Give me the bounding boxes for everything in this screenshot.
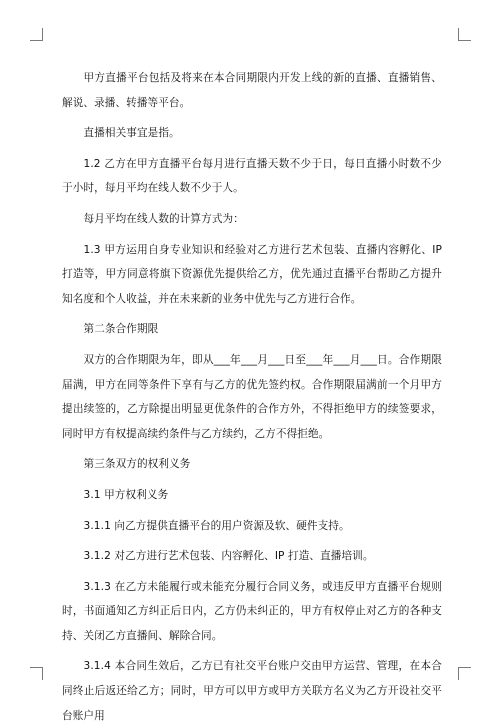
paragraph-clause-3-1-4: 3.1.4 本合同生效后，乙方已有社交平台账户交由甲方运营、管理，在本合同终止后返还给乙方；同时，甲方可以甲方或甲方关联方名义为乙方开设社交平台账户用 [62,660,442,722]
subheading-3-1: 3.1 甲方权利义务 [83,488,169,501]
paragraph-clause-1-2: 1.2 乙方在甲方直播平台每月进行直播天数不少于日，每日直播小时数不少于小时，每月平均在线人数不少于人。 [62,157,442,195]
paragraph-live-matters: 直播相关事宜是指。 [83,127,180,140]
paragraph-platform-scope: 甲方直播平台包括及将来在本合同期限内开发上线的新的直播、直播销售、解说、录播、转播等平台。 [62,72,442,109]
paragraph-clause-3-1-2: 3.1.2 对乙方进行艺术包装、内容孵化、IP 打造、直播培训。 [83,550,374,563]
crop-mark-top-right [458,28,471,41]
paragraph-term: 双方的合作期限为年，即从___年___月___日至___年___月___日。合作期限届满，甲方在同等条件下享有与乙方的优先签约权。合作期限届满前一个月甲方提出续签的，乙方除提出明显更优条件的合作方外，不得拒绝甲方的续签要求，同时甲方有权提高续约条件与乙方续约，乙方不得拒绝。 [62,353,442,440]
document-body [62,66,442,728]
paragraph-clause-3-1-3: 3.1.3 在乙方未能履行或未能充分履行合同义务，或违反甲方直播平台规则时，书面通知乙方纠正后日内，乙方仍未纠正的，甲方有权停止对乙方的各种支持、关闭乙方直播间、解除合同。 [62,580,442,642]
crop-mark-top-left [30,28,43,41]
paragraph-clause-3-1-1: 3.1.1 向乙方提供直播平台的用户资源及软、硬件支持。 [83,519,350,532]
paragraph-online-calc: 每月平均在线人数的计算方式为： [83,212,244,225]
section-heading-term: 第二条合作期限 [83,323,159,336]
paragraph-clause-1-3: 1.3 甲方运用自身专业知识和经验对乙方进行艺术包装、直播内容孵化、IP 打造等，甲方同意将旗下资源优先提供给乙方，优先通过直播平台帮助乙方提升知名度和个人收益，并在未来新的业务中优先与乙方进行合作。 [62,243,442,305]
crop-mark-bottom-right [458,667,471,680]
section-heading-rights: 第三条双方的权利义务 [83,458,191,471]
crop-mark-bottom-left [30,667,43,680]
